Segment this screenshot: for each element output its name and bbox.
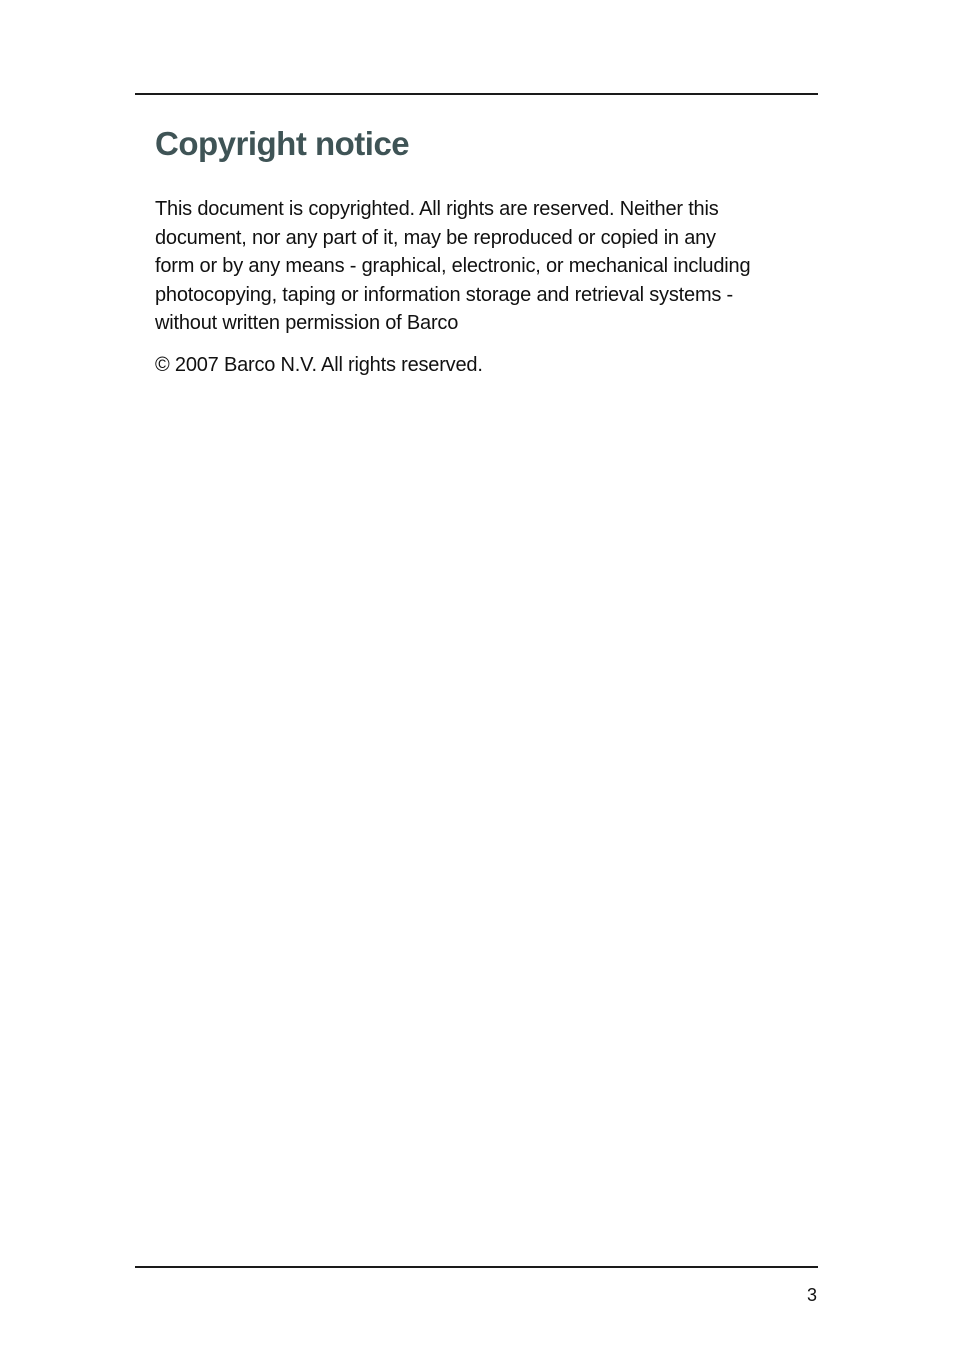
footer-rule: [135, 1266, 818, 1268]
paragraph-line: document, nor any part of it, may be reproduced or copied in any: [155, 226, 716, 249]
paragraph-line: photocopying, taping or information storage and retrieval systems -: [155, 283, 734, 306]
copyright-paragraph: [155, 195, 827, 338]
copyright-statement: © 2007 Barco N.V. All rights reserved.: [155, 354, 483, 376]
header-rule: [135, 93, 818, 95]
page-number: 3: [806, 1285, 817, 1305]
paragraph-line: form or by any means - graphical, electronic, or mechanical including: [155, 255, 751, 278]
paragraph-line: without written permission of Barco: [155, 312, 459, 335]
page-title: Copyright notice: [155, 125, 410, 162]
paragraph-line: This document is copyrighted. All rights are reserved. Neither this: [155, 198, 719, 220]
